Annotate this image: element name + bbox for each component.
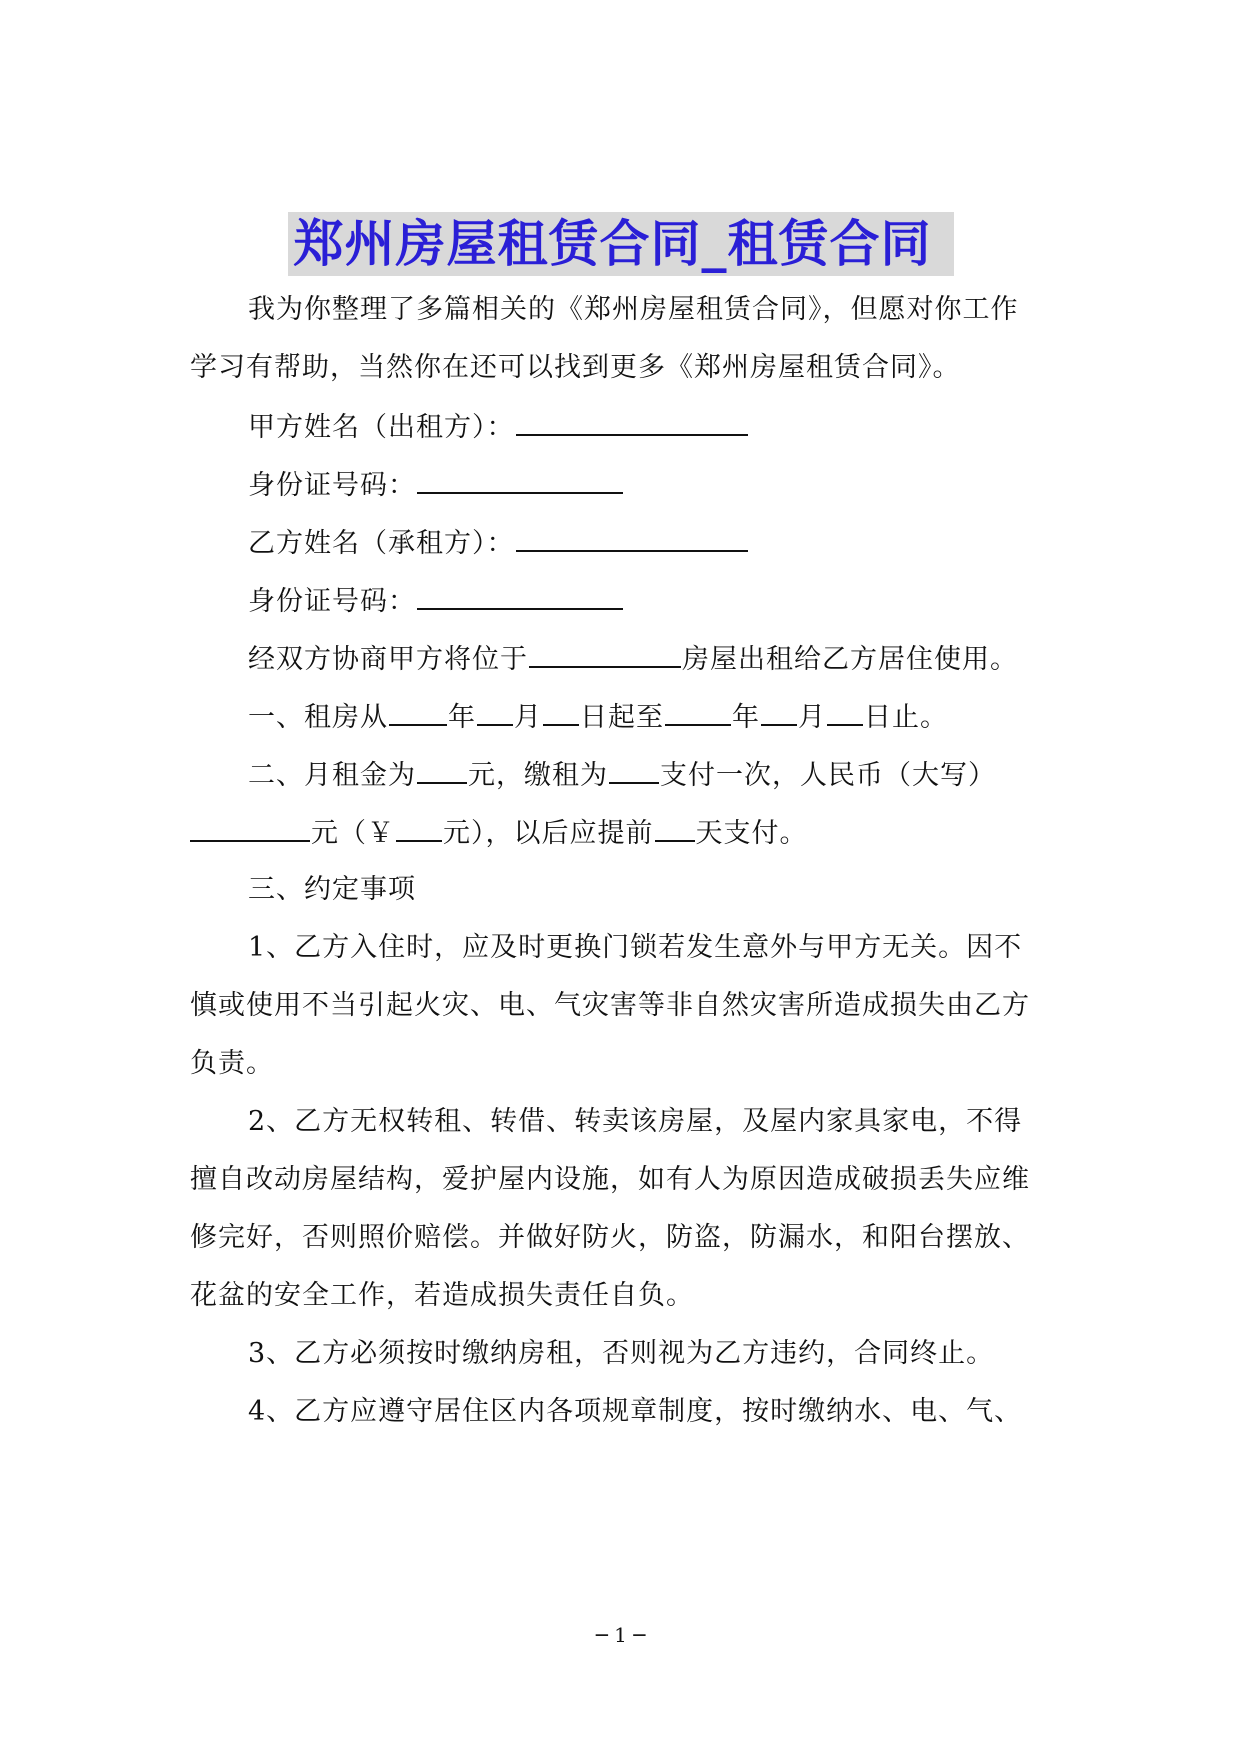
term-start-year-blank[interactable] xyxy=(389,696,447,726)
party-b-name-blank[interactable] xyxy=(516,522,748,552)
term-day-label-2: 日止。 xyxy=(864,702,948,733)
term-row xyxy=(248,696,1060,738)
title-container xyxy=(0,212,1241,276)
party-a-id-row xyxy=(248,464,1060,506)
item-2-line-2: 擅自改动房屋结构，爱护屋内设施，如有人为原因造成破损丢失应维 xyxy=(190,1164,1030,1195)
rent-rmb-blank[interactable] xyxy=(396,812,442,842)
party-b-id-row xyxy=(248,580,1060,622)
rent-days-blank[interactable] xyxy=(655,812,695,842)
location-row xyxy=(248,638,1060,680)
party-b-id-label: 身份证号码： xyxy=(248,586,416,617)
term-day-label-1: 日起至 xyxy=(580,702,664,733)
rent-yuan2-label: 元（￥ xyxy=(311,818,395,849)
rent-amount-blank[interactable] xyxy=(417,754,467,784)
item-1-line-1: 1、乙方入住时，应及时更换门锁若发生意外与甲方无关。因不 xyxy=(248,932,1023,963)
term-year-label-1: 年 xyxy=(448,702,476,733)
rent-after-label: 元），以后应提前 xyxy=(443,818,654,849)
term-month-label-2: 月 xyxy=(798,702,826,733)
term-year-label-2: 年 xyxy=(732,702,760,733)
party-a-name-blank[interactable] xyxy=(516,406,748,436)
party-a-id-label: 身份证号码： xyxy=(248,470,416,501)
rent-pay-label: 天支付。 xyxy=(695,818,808,849)
item-4-line-1: 4、乙方应遵守居住区内各项规章制度，按时缴纳水、电、气、 xyxy=(248,1396,1023,1427)
party-b-name-label: 乙方姓名（承租方）： xyxy=(248,528,515,559)
term-end-month-blank[interactable] xyxy=(761,696,797,726)
section-3-heading: 三、约定事项 xyxy=(248,874,416,905)
term-start-month-blank[interactable] xyxy=(477,696,513,726)
item-2-line-1: 2、乙方无权转租、转借、转卖该房屋，及屋内家具家电，不得 xyxy=(248,1106,1023,1137)
item-1-line-2: 慎或使用不当引起火灾、电、气灾害等非自然灾害所造成损失由乙方 xyxy=(190,990,1030,1021)
party-a-name-label: 甲方姓名（出租方）： xyxy=(248,412,515,443)
term-prefix: 一、租房从 xyxy=(248,702,388,733)
rent-prefix: 二、月租金为 xyxy=(248,760,416,791)
item-2-line-3: 修完好，否则照价赔偿。并做好防火，防盗，防漏水，和阳台摆放、 xyxy=(190,1222,1030,1253)
intro-line-1: 我为你整理了多篇相关的《郑州房屋租赁合同》，但愿对你工作 xyxy=(248,294,1019,325)
intro-line-2: 学习有帮助，当然你在还可以找到更多《郑州房屋租赁合同》。 xyxy=(190,352,961,383)
term-month-label-1: 月 xyxy=(514,702,542,733)
page-number: ─ 1 ─ xyxy=(595,1623,646,1647)
rent-capital-blank[interactable] xyxy=(190,812,310,842)
party-a-id-blank[interactable] xyxy=(417,464,623,494)
rent-period-blank[interactable] xyxy=(609,754,659,784)
location-label-before: 经双方协商甲方将位于 xyxy=(248,644,528,675)
rent-row-2 xyxy=(190,812,1060,854)
term-end-day-blank[interactable] xyxy=(827,696,863,726)
term-start-day-blank[interactable] xyxy=(543,696,579,726)
location-label-after: 房屋出租给乙方居住使用。 xyxy=(682,644,1018,675)
location-blank[interactable] xyxy=(529,638,681,668)
party-b-name-row xyxy=(248,522,1060,564)
rent-once-label: 支付一次，人民币（大写） xyxy=(660,760,996,791)
term-end-year-blank[interactable] xyxy=(665,696,731,726)
party-b-id-blank[interactable] xyxy=(417,580,623,610)
item-2-line-4: 花盆的安全工作，若造成损失责任自负。 xyxy=(190,1280,694,1311)
item-3: 3、乙方必须按时缴纳房租，否则视为乙方违约，合同终止。 xyxy=(248,1338,995,1369)
item-1-line-3: 负责。 xyxy=(190,1048,274,1079)
rent-row-1 xyxy=(248,754,1060,796)
party-a-name-row xyxy=(248,406,1060,448)
rent-yuan-label: 元，缴租为 xyxy=(468,760,608,791)
document-title: 郑州房屋租赁合同_租赁合同 xyxy=(288,212,954,276)
